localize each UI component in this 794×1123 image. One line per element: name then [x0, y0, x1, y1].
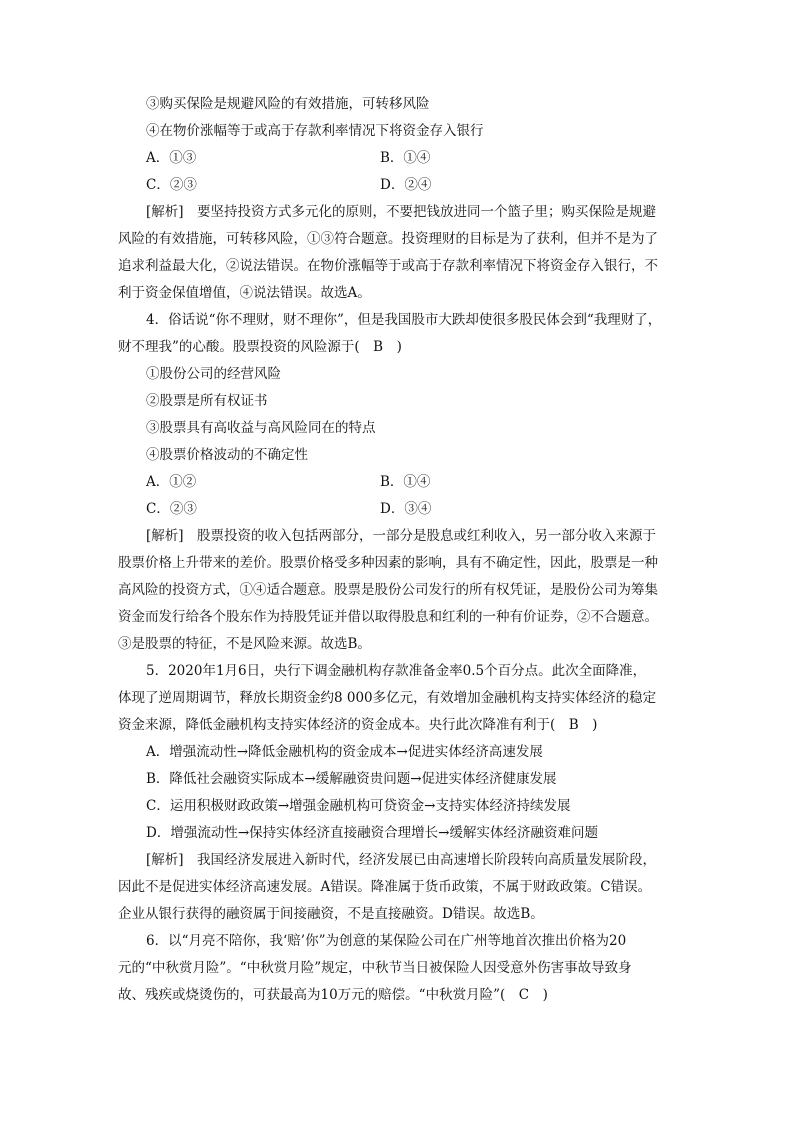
q6-stem-line: 故、残疾或烧烫伤的，可获最高为10万元的赔偿。“中秋赏月险”( C ) [118, 987, 548, 1003]
q5-stem-line: 资金来源，降低金融机构支持实体经济的资金成本。央行此次降准有利于( B ) [118, 717, 598, 733]
q4-option-d: D．③④ [380, 501, 432, 517]
q4-stem-line: 财不理我”的心酸。股票投资的风险源于( B ) [118, 339, 402, 355]
q3-option-d: D．②④ [380, 177, 432, 193]
q5-option-b: B．降低社会融资实际成本→缓解融资贵问题→促进实体经济健康发展 [146, 771, 557, 787]
q4-analysis-line: 高风险的投资方式，①④适合题意。股票是股份公司发行的所有权凭证，是股份公司为筹集 [118, 582, 658, 598]
q5-stem-line: 5．2020年1月6日，央行下调金融机构存款准备金率0.5个百分点。此次全面降准， [146, 663, 647, 679]
q3-option-b: B．①④ [380, 150, 431, 166]
q4-analysis-line: 资金而发行给各个股东作为持股凭证并借以取得股息和红利的一种有价证券，②不合题意。 [118, 609, 658, 625]
q4-options-row-2 [118, 496, 678, 523]
q3-item-4: ④在物价涨幅等于或高于存款利率情况下将资金存入银行 [146, 123, 484, 139]
q3-options-row-2 [118, 172, 678, 199]
q4-options-row-1 [118, 469, 678, 496]
q4-option-c: C．②③ [146, 501, 197, 517]
q3-option-a: A．①③ [146, 150, 197, 166]
q5-option-d: D．增强流动性→保持实体经济直接融资合理增长→缓解实体经济融资难问题 [146, 825, 598, 841]
q3-analysis-line: [解析] 要坚持投资方式多元化的原则，不要把钱放进同一个篮子里；购买保险是规避 [146, 204, 657, 220]
q3-analysis-line: 风险的有效措施，可转移风险，①③符合题意。投资理财的目标是为了获利，但并不是为了 [118, 231, 658, 247]
q4-option-b: B．①④ [380, 474, 431, 490]
q4-item: ②股票是所有权证书 [146, 393, 268, 409]
q3-analysis-line: 追求利益最大化，②说法错误。在物价涨幅等于或高于存款利率情况下将资金存入银行，不 [118, 258, 658, 274]
q4-option-a: A．①② [146, 474, 197, 490]
q5-option-a: A．增强流动性→降低金融机构的资金成本→促进实体经济高速发展 [146, 744, 543, 760]
q6-stem-line: 6．以“月亮不陪你，我‘赔’你”为创意的某保险公司在广州等地首次推出价格为20 [146, 933, 627, 949]
q5-stem-line: 体现了逆周期调节，释放长期资金约8 000多亿元，有效增加金融机构支持实体经济的稳定 [118, 690, 657, 706]
q4-analysis-line: ③是股票的特征，不是风险来源。故选B。 [118, 636, 371, 652]
q6-stem-line: 元的“中秋赏月险”。“中秋赏月险”规定，中秋节当日被保险人因受意外伤害事故导致身 [118, 960, 632, 976]
q3-option-c: C．②③ [146, 177, 197, 193]
document-content [118, 91, 678, 1009]
q4-stem-line: 4．俗话说“你不理财，财不理你”，但是我国股市大跌却使很多股民体会到“我理财了， [146, 312, 662, 328]
q5-analysis-line: 因此不是促进实体经济高速发展。A错误。降准属于货币政策，不属于财政政策。C错误。 [118, 879, 652, 895]
q3-item-3: ③购买保险是规避风险的有效措施，可转移风险 [146, 96, 430, 112]
q4-analysis-line: 股票价格上升带来的差价。股票价格受多种因素的影响，具有不确定性，因此，股票是一种 [118, 555, 658, 571]
q5-analysis-line: 企业从银行获得的融资属于间接融资，不是直接融资。D错误。故选B。 [118, 906, 544, 922]
q3-analysis-line: 利于资金保值增值，④说法错误。故选A。 [118, 285, 371, 301]
q4-analysis-line: [解析] 股票投资的收入包括两部分，一部分是股息或红利收入，另一部分收入来源于 [146, 528, 657, 544]
q5-option-c: C．运用积极财政政策→增强金融机构可贷资金→支持实体经济持续发展 [146, 798, 571, 814]
q4-item: ④股票价格波动的不确定性 [146, 447, 308, 463]
q5-analysis-line: [解析] 我国经济发展进入新时代，经济发展已由高速增长阶段转向高质量发展阶段， [146, 852, 657, 868]
q4-item: ①股份公司的经营风险 [146, 366, 281, 382]
q4-item: ③股票具有高收益与高风险同在的特点 [146, 420, 376, 436]
q3-options-row-1 [118, 145, 678, 172]
